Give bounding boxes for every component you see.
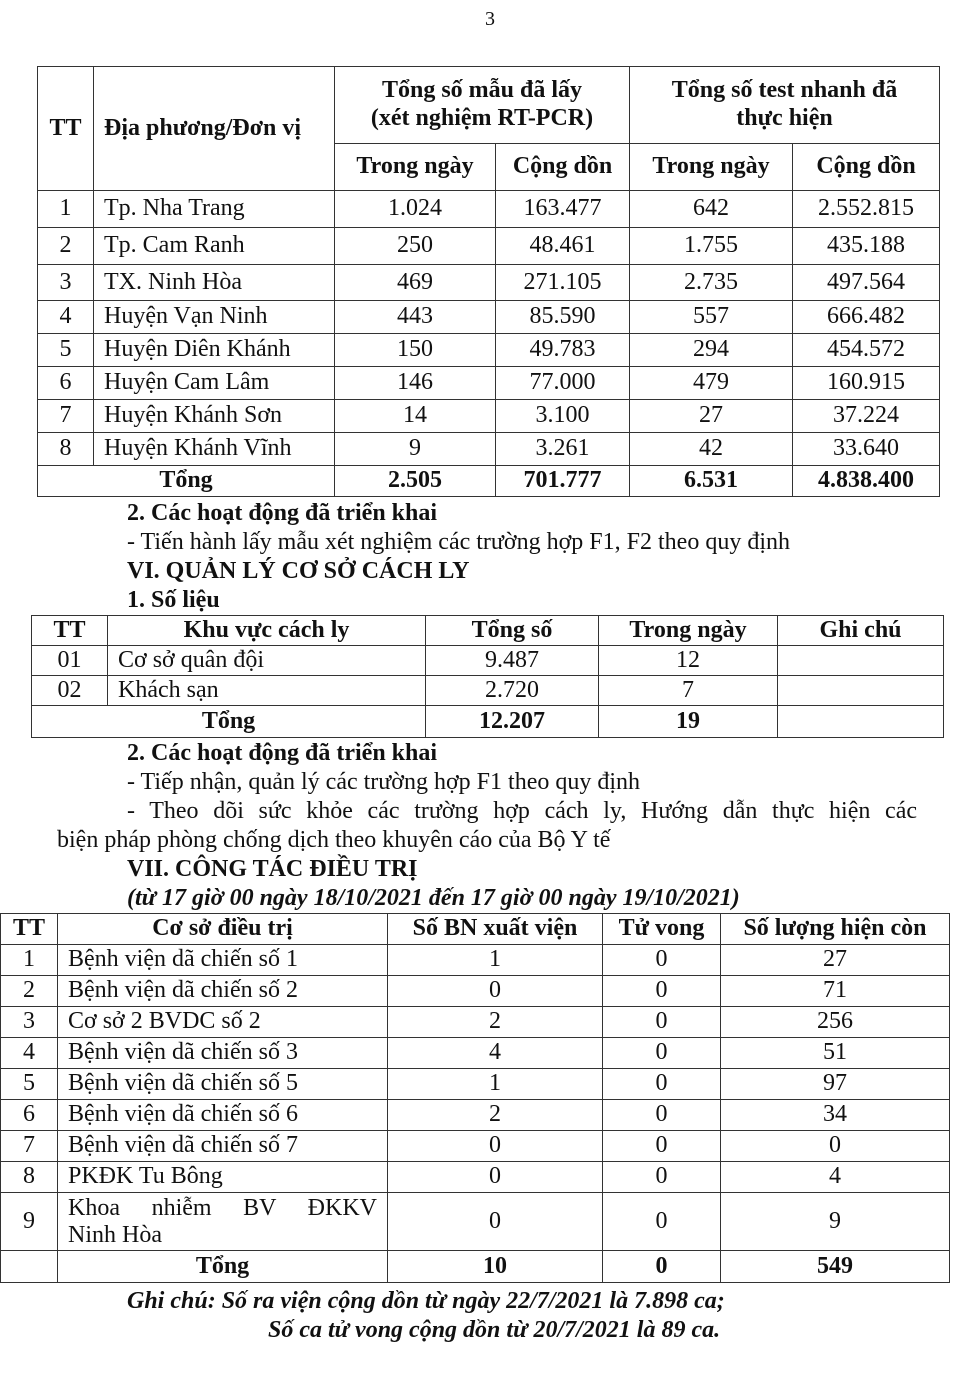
note-discharged: Ghi chú: Số ra viện cộng dồn từ ngày 22/7/2021 là 7.898 ca; (127, 1288, 725, 1314)
cell-discharged: 1 (388, 945, 603, 976)
cell-remaining: 34 (721, 1100, 950, 1131)
quarantine-activity-1: - Tiếp nhận, quản lý các trường hợp F1 theo quy định (127, 769, 641, 795)
testing-activity-item: - Tiến hành lấy mẫu xét nghiệm các trường hợp F1, F2 theo quy định (127, 529, 790, 555)
q-header-area: Khu vực cách ly (108, 616, 426, 646)
t-header-facility: Cơ sở điều trị (58, 914, 388, 945)
total-label: Tổng (38, 466, 335, 497)
cell-remaining: 71 (721, 976, 950, 1007)
cell-discharged: 2 (388, 1100, 603, 1131)
total-pcr-cum: 701.777 (496, 466, 630, 497)
cell-remaining: 256 (721, 1007, 950, 1038)
cell-tt: 6 (1, 1100, 58, 1131)
t-header-deaths: Tử vong (603, 914, 721, 945)
q-header-in-day: Trong ngày (599, 616, 778, 646)
table-row (1, 1038, 950, 1069)
cell-unit: Tp. Cam Ranh (94, 228, 335, 265)
cell-unit: Tp. Nha Trang (94, 191, 335, 228)
cell-discharged: 0 (388, 1162, 603, 1193)
treatment-table (0, 913, 950, 1283)
testing-table (37, 66, 940, 497)
cell-discharged: 4 (388, 1038, 603, 1069)
quarantine-subheading: 1. Số liệu (127, 587, 220, 613)
cell-rapid-day: 1.755 (630, 228, 793, 265)
cell-pcr-day: 150 (335, 334, 496, 367)
cell-note (778, 646, 944, 676)
cell-remaining: 27 (721, 945, 950, 976)
treatment-period: (từ 17 giờ 00 ngày 18/10/2021 đến 17 giờ 00 ngày 19/10/2021) (127, 885, 740, 911)
q-total-in-day: 19 (599, 706, 778, 738)
cell-tt: 2 (38, 228, 94, 265)
table-row (38, 191, 940, 228)
cell-tt: 7 (1, 1131, 58, 1162)
cell-tt: 8 (38, 433, 94, 466)
cell-rapid-cum: 435.188 (793, 228, 940, 265)
cell-tt: 6 (38, 367, 94, 400)
cell-remaining: 4 (721, 1162, 950, 1193)
cell-deaths: 0 (603, 1007, 721, 1038)
cell-discharged: 0 (388, 976, 603, 1007)
t-total-discharged: 10 (388, 1251, 603, 1283)
header-pcr-line2: (xét nghiệm RT-PCR) (370, 105, 594, 131)
cell-tt: 1 (1, 945, 58, 976)
page-number: 3 (485, 8, 495, 30)
t-row9-discharged: 0 (388, 1193, 603, 1251)
header-pcr-cum: Cộng dồn (496, 144, 630, 191)
cell-total: 2.720 (426, 676, 599, 706)
cell-pcr-day: 469 (335, 265, 496, 301)
cell-rapid-cum: 666.482 (793, 301, 940, 334)
cell-pcr-cum: 48.461 (496, 228, 630, 265)
table-row (32, 676, 944, 706)
t-header-remaining: Số lượng hiện còn (721, 914, 950, 945)
cell-pcr-cum: 77.000 (496, 367, 630, 400)
cell-deaths: 0 (603, 1100, 721, 1131)
cell-rapid-cum: 2.552.815 (793, 191, 940, 228)
cell-pcr-cum: 163.477 (496, 191, 630, 228)
table-row (1, 1100, 950, 1131)
cell-tt: 5 (38, 334, 94, 367)
cell-rapid-day: 2.735 (630, 265, 793, 301)
total-rapid-cum: 4.838.400 (793, 466, 940, 497)
cell-note (778, 676, 944, 706)
cell-remaining: 97 (721, 1069, 950, 1100)
cell-pcr-day: 250 (335, 228, 496, 265)
table-row (1, 976, 950, 1007)
cell-unit: Huyện Khánh Sơn (94, 400, 335, 433)
cell-pcr-day: 1.024 (335, 191, 496, 228)
testing-activities-heading: 2. Các hoạt động đã triển khai (127, 500, 438, 526)
q-total-total: 12.207 (426, 706, 599, 738)
cell-pcr-day: 146 (335, 367, 496, 400)
cell-rapid-day: 642 (630, 191, 793, 228)
q-total-label: Tổng (32, 706, 426, 738)
t-total-label: Tổng (58, 1251, 388, 1283)
table-row (38, 367, 940, 400)
cell-pcr-cum: 3.261 (496, 433, 630, 466)
table-row (1, 1069, 950, 1100)
table-row (32, 646, 944, 676)
table-row (38, 228, 940, 265)
q-header-tt: TT (32, 616, 108, 646)
header-unit: Địa phương/Đơn vị (94, 67, 335, 191)
cell-deaths: 0 (603, 1162, 721, 1193)
t-total-deaths: 0 (603, 1251, 721, 1283)
q-header-note: Ghi chú (778, 616, 944, 646)
total-pcr-day: 2.505 (335, 466, 496, 497)
cell-tt: 4 (38, 301, 94, 334)
cell-facility: Bệnh viện dã chiến số 2 (58, 976, 388, 1007)
quarantine-activities-heading: 2. Các hoạt động đã triển khai (127, 740, 438, 766)
table-row (38, 265, 940, 301)
table-row (38, 301, 940, 334)
cell-rapid-day: 27 (630, 400, 793, 433)
cell-facility: Bệnh viện dã chiến số 1 (58, 945, 388, 976)
cell-facility: PKĐK Tu Bông (58, 1162, 388, 1193)
cell-pcr-cum: 49.783 (496, 334, 630, 367)
cell-tt: 4 (1, 1038, 58, 1069)
cell-tt: 1 (38, 191, 94, 228)
cell-facility: Bệnh viện dã chiến số 5 (58, 1069, 388, 1100)
cell-unit: TX. Ninh Hòa (94, 265, 335, 301)
cell-pcr-day: 9 (335, 433, 496, 466)
cell-tt: 7 (38, 400, 94, 433)
cell-remaining: 51 (721, 1038, 950, 1069)
cell-area: Cơ sở quân đội (108, 646, 426, 676)
header-rapid-line2: thực hiện (736, 105, 833, 131)
cell-deaths: 0 (603, 1131, 721, 1162)
cell-deaths: 0 (603, 1069, 721, 1100)
t-row9-tt: 9 (1, 1193, 58, 1251)
cell-discharged: 1 (388, 1069, 603, 1100)
cell-pcr-day: 443 (335, 301, 496, 334)
cell-rapid-cum: 33.640 (793, 433, 940, 466)
table-row (38, 433, 940, 466)
cell-facility: Bệnh viện dã chiến số 7 (58, 1131, 388, 1162)
quarantine-table (31, 615, 944, 738)
header-rapid-group (630, 67, 940, 144)
header-pcr-group (335, 67, 630, 144)
cell-pcr-day: 14 (335, 400, 496, 433)
t-row9-remaining: 9 (721, 1193, 950, 1251)
cell-tt: 5 (1, 1069, 58, 1100)
quarantine-heading: VI. QUẢN LÝ CƠ SỞ CÁCH LY (127, 558, 470, 584)
cell-in-day: 12 (599, 646, 778, 676)
cell-rapid-cum: 160.915 (793, 367, 940, 400)
table-row (1, 1007, 950, 1038)
cell-discharged: 2 (388, 1007, 603, 1038)
t-row9-facility (58, 1193, 388, 1251)
cell-discharged: 0 (388, 1131, 603, 1162)
cell-deaths: 0 (603, 976, 721, 1007)
cell-deaths: 0 (603, 1038, 721, 1069)
header-rapid-line1: Tổng số test nhanh đã (671, 77, 898, 104)
total-rapid-day: 6.531 (630, 466, 793, 497)
cell-facility: Bệnh viện dã chiến số 6 (58, 1100, 388, 1131)
cell-remaining: 0 (721, 1131, 950, 1162)
cell-rapid-day: 557 (630, 301, 793, 334)
t-row9-deaths: 0 (603, 1193, 721, 1251)
cell-rapid-cum: 37.224 (793, 400, 940, 433)
q-header-total: Tổng số (426, 616, 599, 646)
treatment-heading: VII. CÔNG TÁC ĐIỀU TRỊ (127, 856, 418, 882)
cell-rapid-cum: 497.564 (793, 265, 940, 301)
cell-pcr-cum: 85.590 (496, 301, 630, 334)
cell-pcr-cum: 3.100 (496, 400, 630, 433)
t-row9-facility-line1: Khoa nhiễm BV ĐKKV (68, 1195, 377, 1222)
cell-tt: 3 (38, 265, 94, 301)
table-row (1, 1131, 950, 1162)
t-row9-facility-line2: Ninh Hòa (68, 1221, 162, 1248)
cell-unit: Huyện Vạn Ninh (94, 301, 335, 334)
cell-unit: Huyện Khánh Vĩnh (94, 433, 335, 466)
table-row (1, 945, 950, 976)
cell-tt: 8 (1, 1162, 58, 1193)
t-total-remaining: 549 (721, 1251, 950, 1283)
cell-unit: Huyện Cam Lâm (94, 367, 335, 400)
cell-tt: 02 (32, 676, 108, 706)
cell-in-day: 7 (599, 676, 778, 706)
header-rapid-cum: Cộng dồn (793, 144, 940, 191)
quarantine-activity-2-cont: biện pháp phòng chống dịch theo khuyên cáo của Bộ Y tế (57, 827, 611, 853)
table-row (38, 334, 940, 367)
cell-deaths: 0 (603, 945, 721, 976)
cell-tt: 2 (1, 976, 58, 1007)
t-header-discharged: Số BN xuất viện (388, 914, 603, 945)
cell-area: Khách sạn (108, 676, 426, 706)
cell-tt: 3 (1, 1007, 58, 1038)
cell-pcr-cum: 271.105 (496, 265, 630, 301)
quarantine-activity-2: - Theo dõi sức khỏe các trường hợp cách ly, Hướng dẫn thực hiện các (127, 798, 917, 824)
cell-rapid-cum: 454.572 (793, 334, 940, 367)
cell-rapid-day: 42 (630, 433, 793, 466)
t-header-tt: TT (1, 914, 58, 945)
cell-total: 9.487 (426, 646, 599, 676)
table-row (38, 400, 940, 433)
cell-facility: Bệnh viện dã chiến số 3 (58, 1038, 388, 1069)
header-tt: TT (38, 67, 94, 191)
t-total-tt-empty (1, 1251, 58, 1283)
cell-unit: Huyện Diên Khánh (94, 334, 335, 367)
q-total-note (778, 706, 944, 738)
cell-rapid-day: 294 (630, 334, 793, 367)
header-pcr-day: Trong ngày (335, 144, 496, 191)
cell-rapid-day: 479 (630, 367, 793, 400)
cell-tt: 01 (32, 646, 108, 676)
note-deaths: Số ca tử vong cộng dồn từ 20/7/2021 là 89 ca. (268, 1317, 721, 1343)
header-pcr-line1: Tổng số mẫu đã lấy (381, 77, 583, 104)
header-rapid-day: Trong ngày (630, 144, 793, 191)
cell-facility: Cơ sở 2 BVDC số 2 (58, 1007, 388, 1038)
table-row (1, 1162, 950, 1193)
